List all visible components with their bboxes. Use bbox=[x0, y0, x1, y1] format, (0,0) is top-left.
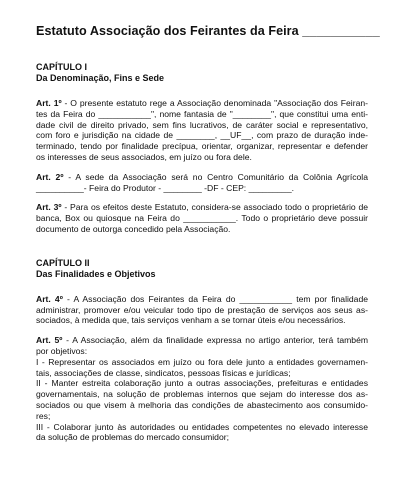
article-label: Art. 1º bbox=[36, 98, 62, 108]
article-line: - A Associação dos Feirantes da Feira do ___________ tem por finalidade bbox=[62, 293, 368, 304]
article-line: tais, associações de classe, sindicatos, pessoas físicas e jurídicas; bbox=[36, 367, 291, 378]
article-line: documento de outorga concedido pela Associação. bbox=[36, 223, 231, 234]
article-line: dade civil de direito privado, sem fins lucrativos, de caráter social e representativo, bbox=[36, 119, 368, 130]
document-title: Estatuto Associação dos Feirantes da Feira ___________ bbox=[36, 24, 380, 38]
article-line: tes da Feira do ___________", nome fantasia de "________", que constitui uma enti- bbox=[36, 108, 368, 119]
article-line: __________- Feira do Produtor - ________ -DF - CEP: _________. bbox=[36, 182, 294, 193]
article-5 bbox=[36, 335, 368, 443]
article-line: administrar, promover e/ou veicular todo tipo de prestação de serviços aos seus as- bbox=[36, 304, 368, 315]
article-4 bbox=[36, 294, 368, 326]
article-label: Art. 4º bbox=[36, 293, 63, 304]
article-line: - O presente estatuto rege a Associação denominada "Associação dos Feiran- bbox=[61, 98, 368, 108]
article-label: Art. 3º bbox=[36, 202, 62, 213]
chapter-number: CAPÍTULO I bbox=[36, 62, 87, 72]
article-line: - A sede da Associação será no Centro Comunitário da Colônia Agrícola bbox=[63, 171, 368, 182]
article-line: II - Manter estreita colaboração junto a outras associações, prefeituras e entidades bbox=[36, 378, 368, 389]
chapter-name: Das Finalidades e Objetivos bbox=[36, 268, 156, 279]
article-line: por objetivos: bbox=[36, 345, 88, 356]
article-3 bbox=[36, 202, 368, 234]
article-line: sociados ou que visem à melhoria das condições de abastecimento aos consumido- bbox=[36, 399, 368, 410]
article-line: banca, Box ou quiosque na Feira do ___________. Todo o proprietário deve possuir bbox=[36, 213, 368, 224]
article-label: Art. 2º bbox=[36, 171, 64, 182]
article-1 bbox=[36, 98, 368, 163]
article-line: III - Colaborar junto às autoridades ou entidades competentes no elevado interesse bbox=[36, 421, 368, 432]
article-line: da solução de problemas do mercado consumidor; bbox=[36, 432, 229, 443]
article-line: I - Representar os associados em juízo ou fora dele junto a entidades governamen- bbox=[36, 356, 368, 367]
article-2 bbox=[36, 172, 368, 194]
chapter-2 bbox=[36, 258, 368, 443]
article-line: governamentais, na solução de problemas internos que sejam do interesse dos as- bbox=[36, 389, 368, 400]
article-line: os interesses de seus associados, em juízo ou fora dele. bbox=[36, 151, 252, 162]
article-line: sociados, à medida que, tais serviços venham a se tornar úteis e/ou necessários. bbox=[36, 315, 346, 326]
article-label: Art. 5º bbox=[36, 335, 63, 346]
article-line: - A Associação, além da finalidade expressa no artigo anterior, terá também bbox=[62, 335, 369, 346]
article-line: terminado, tendo por finalidade precípua, orientar, organizar, representar e defender bbox=[36, 141, 368, 152]
article-line: com foro e jurisdição na cidade de ________, __UF__, com prazo de duração inde- bbox=[36, 130, 368, 141]
article-line: res; bbox=[36, 410, 51, 421]
chapter-1 bbox=[36, 62, 368, 235]
chapter-name: Da Denominação, Fins e Sede bbox=[36, 73, 165, 83]
article-line: - Para os efeitos deste Estatuto, considera-se associado todo o proprietário de bbox=[61, 202, 368, 213]
chapter-number: CAPÍTULO II bbox=[36, 257, 90, 268]
